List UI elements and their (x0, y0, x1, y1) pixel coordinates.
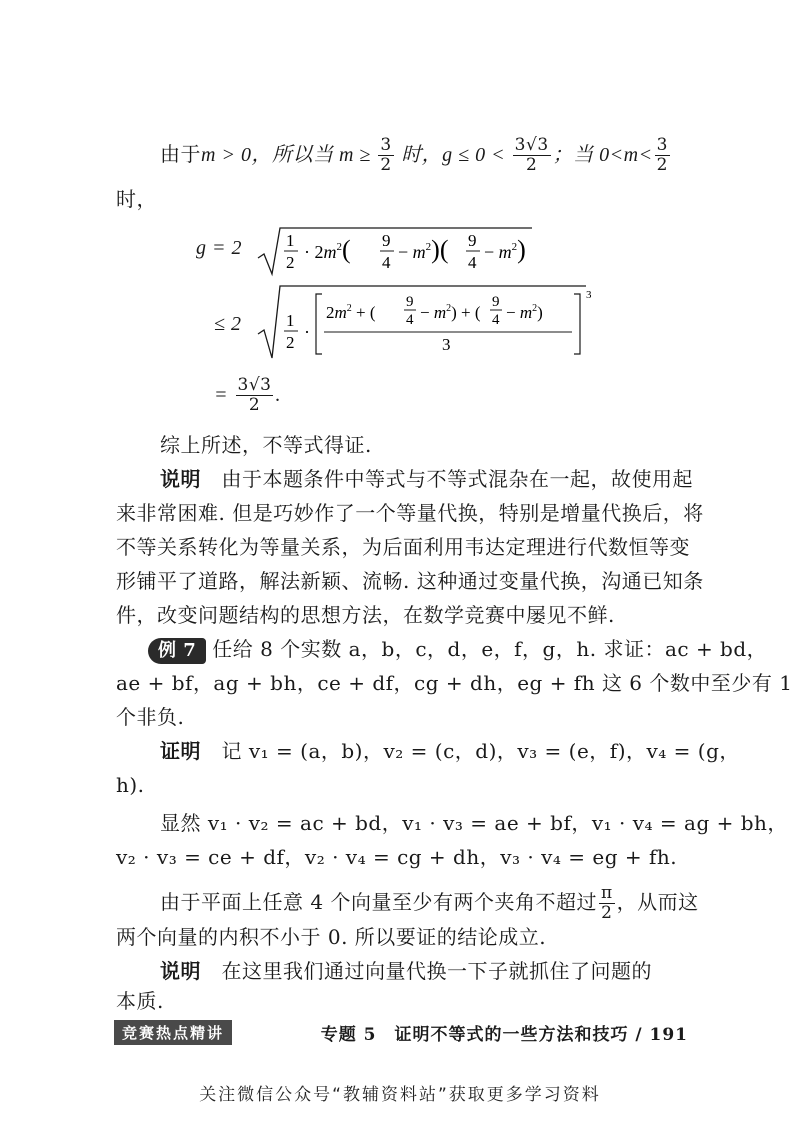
radical-1 (256, 224, 536, 280)
text-line: 个非负. (116, 705, 185, 729)
math-run: 时，g ≤ 0 < (395, 144, 511, 166)
svg-text:3: 3 (442, 335, 451, 354)
svg-text:4: 4 (406, 312, 414, 328)
math-run: = (214, 384, 234, 406)
fraction-numerator: 3 (656, 135, 668, 155)
proof-label: 证明 (160, 739, 201, 763)
text-line (160, 884, 699, 923)
text-run: 在这里我们通过向量代换一下子就抓住了问题的 (221, 959, 652, 983)
svg-text:1: 1 (286, 311, 295, 330)
text-line: v₂ · v₃ = ce + df，v₂ · v₄ = cg + dh，v₃ · v₄ = eg + fh. (116, 845, 678, 869)
fraction-numerator: 3√3 (237, 375, 272, 395)
text-line: 形铺平了道路，解法新颖、流畅. 这种通过变量代换，沟通已知条 (116, 569, 704, 593)
section-tag: 竞赛热点精讲 (114, 1020, 232, 1045)
text-line: 不等关系转化为等量关系，为后面利用韦达定理进行代数恒等变 (116, 535, 690, 559)
fraction (513, 136, 551, 175)
svg-text:4: 4 (468, 253, 477, 272)
svg-text:− m2) + (: − $m^2$) + ( (420, 303, 481, 322)
fraction-denominator: 2 (656, 155, 668, 175)
fraction (655, 136, 670, 175)
example-line (148, 634, 767, 664)
note-line (160, 464, 693, 494)
fraction-numerator: 3√3 (514, 135, 549, 155)
svg-text:9: 9 (406, 294, 414, 310)
note-label: 说明 (160, 959, 201, 983)
text-line: 两个向量的内积不小于 0. 所以要证的结论成立. (116, 925, 547, 949)
fraction-denominator: 2 (248, 395, 261, 415)
running-header: 专题 5 证明不等式的一些方法和技巧 / 191 (320, 1025, 688, 1045)
svg-text:4: 4 (492, 312, 500, 328)
equation-line-3 (214, 376, 281, 415)
svg-text:4: 4 (382, 253, 391, 272)
svg-text:2: 2 (286, 253, 295, 272)
equation-line-2 (214, 308, 241, 339)
text-line: 显然 v₁ · v₂ = ac + bd，v₁ · v₃ = ae + bf，v₁ · v₄ = ag + bh， (160, 811, 788, 835)
text-run: ，从而这 (616, 890, 699, 914)
equation-line-1 (196, 232, 242, 263)
text-line: ae + bf，ag + bh，ce + df，cg + dh，eg + fh 这 6 个数中至少有 1 (116, 671, 793, 695)
svg-text:3: 3 (586, 289, 592, 301)
svg-text:9: 9 (492, 294, 500, 310)
example-badge: 例 7 (148, 638, 206, 664)
svg-text:9: 9 (468, 231, 477, 250)
svg-text:2: 2 (286, 333, 295, 352)
summary-line: 综上所述，不等式得证. (160, 433, 372, 457)
text-line: 本质. (116, 989, 164, 1013)
fraction-denominator: 2 (380, 155, 392, 175)
text-run: 由于平面上任意 4 个向量至少有两个夹角不超过 (160, 890, 597, 914)
proof-line (160, 736, 740, 766)
text-line: 件，改变问题结构的思想方法，在数学竞赛中屡见不鲜. (116, 603, 615, 627)
text-run: 任给 8 个实数 a，b，c，d，e，f，g，h. 求证：ac + bd， (212, 637, 768, 661)
fraction-denominator: 2 (525, 155, 538, 175)
text-line: 时， (116, 187, 157, 211)
watermark: 关注微信公众号“教辅资料站”获取更多学习资料 (199, 1085, 601, 1105)
svg-text:· 2m2(: · $2m^2$( (304, 235, 351, 264)
text-line (160, 136, 672, 175)
fraction (378, 136, 393, 175)
radical-2 (256, 282, 606, 362)
fraction-numerator: 3 (380, 135, 392, 155)
svg-text:1: 1 (286, 231, 295, 250)
note-line (160, 956, 652, 986)
text-run: 由于本题条件中等式与不等式混杂在一起，故使用起 (221, 467, 693, 491)
fraction (236, 376, 274, 415)
text-line: h). (116, 773, 145, 797)
fraction-numerator: π (600, 883, 613, 903)
fraction-denominator: 2 (601, 903, 613, 923)
svg-text:9: 9 (382, 231, 391, 250)
svg-text:·: · (304, 322, 310, 342)
text-run: 由于 (160, 142, 201, 166)
math-run: m > 0，所以当 m ≥ (201, 144, 377, 166)
math-run: . (275, 384, 281, 406)
fraction (599, 884, 615, 923)
svg-text:2m2 + (: $2m^2$ + ( (326, 303, 376, 322)
math-run: ；当 0<m< (552, 144, 653, 166)
svg-text:− m2): − $m^2$) (506, 303, 543, 322)
math-run: g = 2 (196, 237, 242, 259)
note-label: 说明 (160, 467, 201, 491)
text-line: 来非常困难. 但是巧妙作了一个等量代换，特别是增量代换后，将 (116, 501, 704, 525)
text-run: 记 v₁ = (a，b)，v₂ = (c，d)，v₃ = (e，f)，v₄ = (g， (221, 739, 740, 763)
svg-text:− m2): − $m^2$) (484, 235, 526, 264)
svg-text:− m2)(: − $m^2$)( (398, 235, 449, 264)
math-run: ≤ 2 (214, 313, 242, 335)
